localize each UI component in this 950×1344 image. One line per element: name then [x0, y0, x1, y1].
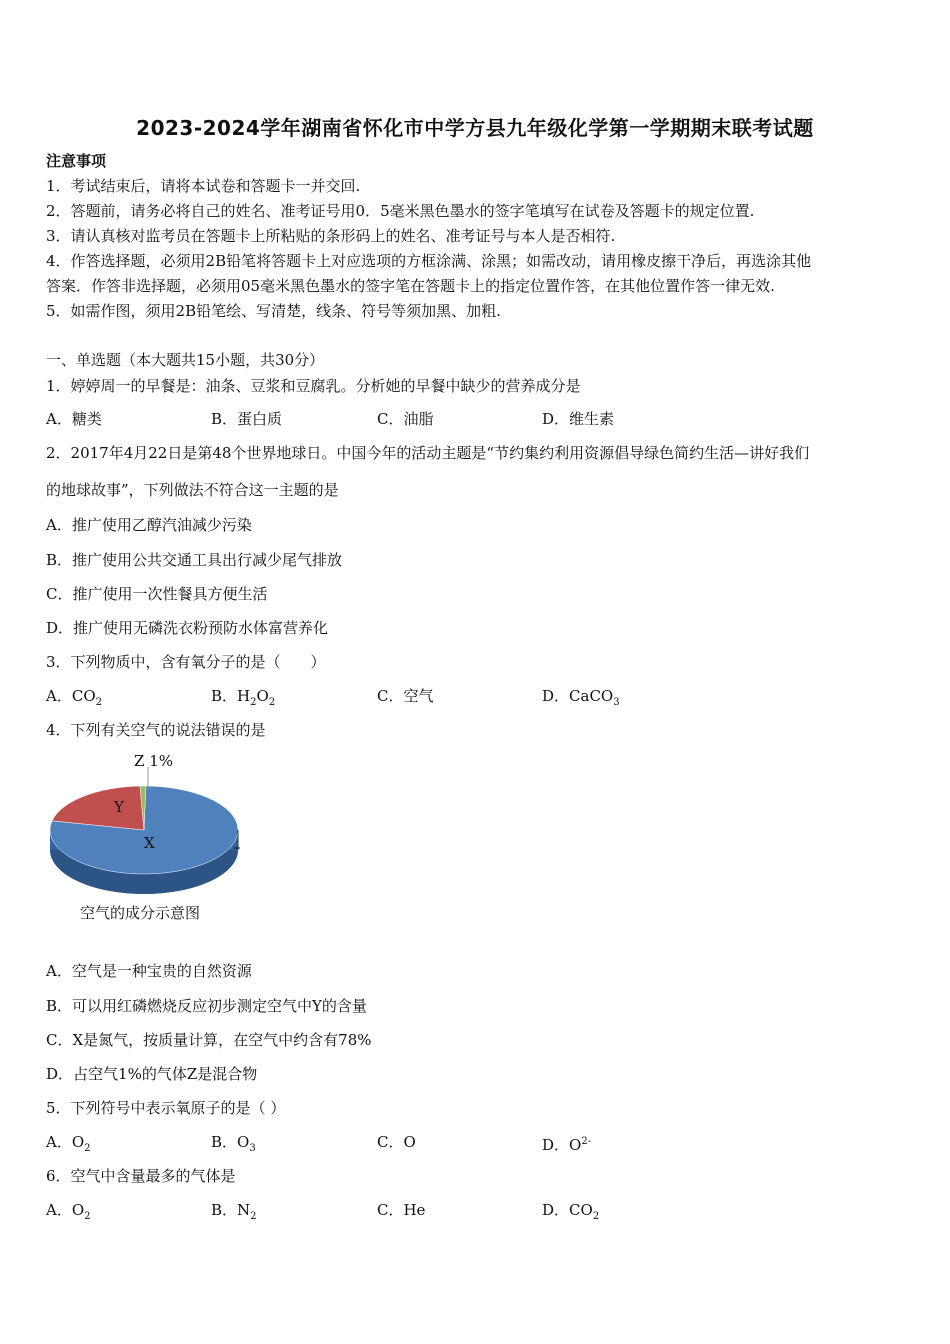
chart-title: 空气的成分示意图 — [80, 904, 201, 922]
q4-option-a: A．空气是一种宝贵的自然资源 — [46, 962, 252, 980]
question-5-stem: 5．下列符号中表示氧原子的是（ ） — [46, 1099, 286, 1117]
q3-option-a: A．$CO_2$ — [46, 687, 102, 708]
q6-option-d: D．$CO_2$ — [542, 1201, 600, 1222]
notice-item: 1．考试结束后，请将本试卷和答题卡一并交回. — [46, 177, 361, 195]
notice-heading: 注意事项 — [46, 152, 107, 170]
q4-option-d: D．占空气1%的气体Z是混合物 — [46, 1065, 258, 1083]
q5-option-a: A．$O_2$ — [46, 1133, 91, 1154]
q6-option-c: C．He — [377, 1201, 426, 1219]
q5-option-b: B．$O_3$ — [211, 1133, 256, 1154]
q5-option-d: D．$O^{2-}$ — [542, 1136, 592, 1154]
question-2-stem-line2: 的地球故事”，下列做法不符合这一主题的是 — [46, 481, 339, 499]
air-composition-pie-chart — [44, 748, 254, 928]
document-title: 2023-2024学年湖南省怀化市中学方县九年级化学第一学期期末联考试题 — [136, 116, 814, 140]
q2-option-a: A．推广使用乙醇汽油减少污染 — [46, 516, 252, 534]
q6-option-b: B．$N_2$ — [211, 1201, 257, 1222]
notice-item: 4．作答选择题，必须用2B铅笔将答题卡上对应选项的方框涂满、涂黑；如需改动，请用橡皮擦干净后，再选涂其他 — [46, 252, 812, 270]
q1-option-d: D．维生素 — [542, 410, 615, 428]
q5-option-c: C．O — [377, 1133, 416, 1151]
q4-option-c: C．X是氮气，按质量计算，在空气中约含有78% — [46, 1031, 372, 1049]
question-3-stem: 3．下列物质中，含有氧分子的是（ ） — [46, 653, 326, 671]
question-2-stem-line1: 2．2017年4月22日是第48个世界地球日。中国今年的活动主题是“节约集约利用资源倡导绿色简约生活—讲好我们 — [46, 444, 810, 462]
pie-label-z: Z 1% — [134, 752, 173, 770]
question-1-stem: 1．婷婷周一的早餐是：油条、豆浆和豆腐乳。分析她的早餐中缺少的营养成分是 — [46, 377, 581, 395]
q3-option-b: B．$H_2O_2$ — [211, 687, 276, 708]
question-6-stem: 6．空气中含量最多的气体是 — [46, 1167, 236, 1185]
q1-option-a: A．糖类 — [46, 410, 102, 428]
notice-item: 3．请认真核对监考员在答题卡上所粘贴的条形码上的姓名、准考证号与本人是否相符. — [46, 227, 616, 245]
q2-option-c: C．推广使用一次性餐具方便生活 — [46, 585, 268, 603]
pie-label-x: X — [144, 834, 155, 852]
q4-option-b: B．可以用红磷燃烧反应初步测定空气中Y的含量 — [46, 997, 367, 1015]
q1-option-c: C．油脂 — [377, 410, 434, 428]
q6-option-a: A．$O_2$ — [46, 1201, 91, 1222]
notice-item: 2．答题前，请务必将自己的姓名、准考证号用0．5毫米黑色墨水的签字笔填写在试卷及答题卡的规定位置. — [46, 202, 755, 220]
pie-label-y: Y — [114, 798, 124, 816]
q3-option-c: C．空气 — [377, 687, 434, 705]
notice-item: 答案．作答非选择题，必须用05毫米黑色墨水的签字笔在答题卡上的指定位置作答，在其他位置作答一律无效. — [46, 277, 775, 295]
section-heading: 一、单选题（本大题共15小题，共30分） — [46, 351, 325, 369]
question-4-stem: 4．下列有关空气的说法错误的是 — [46, 721, 266, 739]
q2-option-d: D．推广使用无磷洗衣粉预防水体富营养化 — [46, 619, 329, 637]
q1-option-b: B．蛋白质 — [211, 410, 283, 428]
notice-item: 5．如需作图，须用2B铅笔绘、写清楚，线条、符号等须加黑、加粗. — [46, 302, 501, 320]
q2-option-b: B．推广使用公共交通工具出行减少尾气排放 — [46, 551, 343, 569]
q3-option-d: D．CaCO$_3$ — [542, 687, 620, 708]
